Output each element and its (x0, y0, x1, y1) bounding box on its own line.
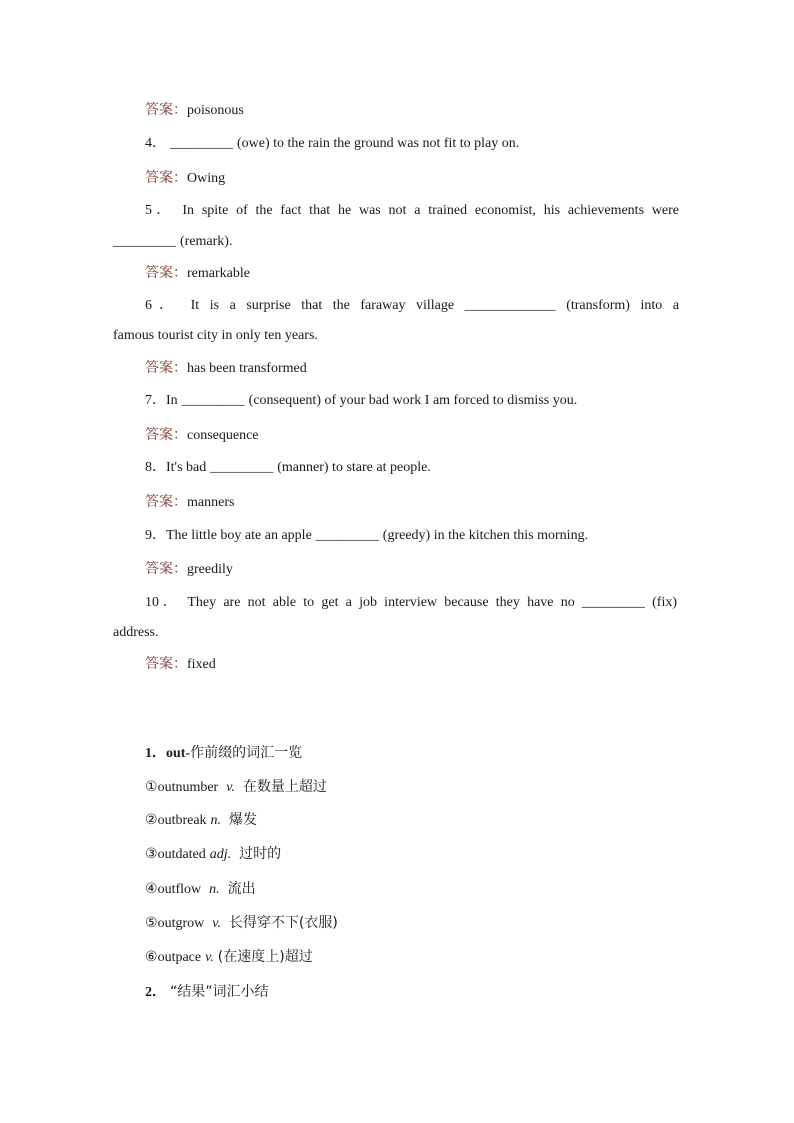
exercise-number: 5． (145, 203, 175, 218)
vocab-meaning: (在速度上)超过 (217, 949, 313, 965)
exercise-text: It is a surprise that the faraway village (190, 298, 455, 313)
answer-line-7 (145, 426, 259, 445)
exercise-number: 7． (145, 393, 166, 408)
item-marker: ④ (145, 881, 158, 897)
exercise-text: (remark). (180, 234, 233, 249)
exercise-blank: _________ (315, 528, 379, 543)
answer-line-4 (145, 169, 225, 188)
answer-text: has been transformed (187, 361, 307, 376)
answer-line-6 (145, 359, 307, 378)
notes-section-2-heading (145, 983, 269, 1002)
exercise-6 (145, 297, 679, 315)
answer-line-9 (145, 560, 233, 579)
item-marker: ① (145, 779, 158, 795)
answer-line-5 (145, 264, 250, 283)
vocab-meaning: 爆发 (229, 812, 258, 828)
exercise-7 (145, 392, 577, 410)
exercise-text: (fix) (652, 595, 678, 610)
exercise-text: The little boy ate an apple (166, 528, 312, 543)
item-marker: ⑤ (145, 915, 158, 931)
answer-text: fixed (187, 657, 216, 672)
exercise-4 (145, 135, 519, 153)
answer-label: 答案： (145, 494, 187, 510)
section-title: 作前缀的词汇一览 (190, 745, 303, 761)
exercise-number: 8． (145, 460, 166, 475)
part-of-speech: v. (226, 780, 235, 795)
exercise-text: It's bad (166, 460, 207, 475)
answer-label: 答案： (145, 427, 187, 443)
exercise-text: (consequent) of your bad work I am forced to dismiss you. (248, 393, 578, 408)
exercise-blank: _____________ (464, 298, 556, 313)
part-of-speech: v. (205, 950, 214, 965)
vocab-word: outpace (157, 950, 202, 965)
answer-label: 答案： (145, 170, 187, 186)
exercise-blank: _________ (581, 595, 645, 610)
vocab-word: outflow (157, 882, 202, 897)
exercise-8 (145, 459, 431, 477)
exercise-text: famous tourist city in only ten years. (113, 328, 318, 343)
exercise-blank: _________ (113, 234, 176, 249)
vocab-word: outbreak (157, 813, 207, 828)
section-number: 2． (145, 985, 166, 1000)
vocab-meaning: 在数量上超过 (242, 779, 327, 795)
answer-text: poisonous (187, 103, 244, 118)
vocab-meaning: 过时的 (239, 846, 282, 862)
exercise-text: In spite of the fact that he was not a trained economist, his achievements were (182, 203, 680, 218)
exercise-text: (transform) into a (566, 298, 680, 313)
exercise-number: 4． (145, 136, 166, 151)
part-of-speech: v. (212, 916, 221, 931)
vocab-item (145, 778, 327, 797)
exercise-number: 9． (145, 528, 166, 543)
exercise-text: address. (113, 625, 159, 640)
vocab-item (145, 914, 338, 933)
exercise-number: 10． (145, 595, 181, 610)
item-marker: ⑥ (145, 949, 158, 965)
answer-text: Owing (187, 171, 226, 186)
answer-line-3 (145, 101, 244, 120)
exercise-text: (owe) to the rain the ground was not fit to play on. (237, 136, 520, 151)
part-of-speech: adj. (209, 847, 232, 862)
part-of-speech: n. (210, 813, 222, 828)
exercise-blank: _________ (170, 136, 233, 151)
exercise-text: They are not able to get a job interview because they have no (187, 595, 575, 610)
vocab-meaning: 长得穿不下(衣服) (228, 915, 338, 931)
answer-label: 答案： (145, 360, 187, 376)
item-marker: ③ (145, 846, 158, 862)
section-number: 1． (145, 746, 166, 761)
answer-text: consequence (187, 428, 259, 443)
exercise-blank: _________ (181, 393, 245, 408)
section-title: “结果”词汇小结 (170, 984, 269, 1000)
vocab-word: outnumber (157, 780, 219, 795)
exercise-5-line-2 (113, 233, 232, 251)
exercise-6-line-2 (113, 327, 318, 345)
vocab-item (145, 811, 257, 830)
section-prefix: out- (166, 746, 191, 761)
vocab-item (145, 845, 281, 864)
vocab-item (145, 880, 256, 899)
answer-text: manners (187, 495, 235, 510)
answer-line-8 (145, 493, 234, 512)
vocab-word: outdated (157, 847, 206, 862)
answer-line-10 (145, 655, 216, 674)
answer-label: 答案： (145, 561, 187, 577)
exercise-text: In (166, 393, 178, 408)
exercise-5 (145, 202, 679, 220)
vocab-meaning: 流出 (227, 881, 256, 897)
exercise-10 (145, 594, 677, 612)
exercise-blank: _________ (210, 460, 274, 475)
vocab-word: outgrow (157, 916, 205, 931)
exercise-10-line-2 (113, 624, 159, 642)
answer-text: greedily (187, 562, 233, 577)
exercise-text: (manner) to stare at people. (277, 460, 431, 475)
part-of-speech: n. (209, 882, 220, 897)
exercise-9 (145, 527, 588, 545)
vocab-item (145, 948, 313, 967)
item-marker: ② (145, 812, 158, 828)
notes-section-1-heading (145, 744, 302, 763)
answer-label: 答案： (145, 656, 187, 672)
exercise-number: 6． (145, 298, 181, 313)
exercise-text: (greedy) in the kitchen this morning. (382, 528, 589, 543)
answer-text: remarkable (187, 266, 250, 281)
answer-label: 答案： (145, 102, 187, 118)
answer-label: 答案： (145, 265, 187, 281)
